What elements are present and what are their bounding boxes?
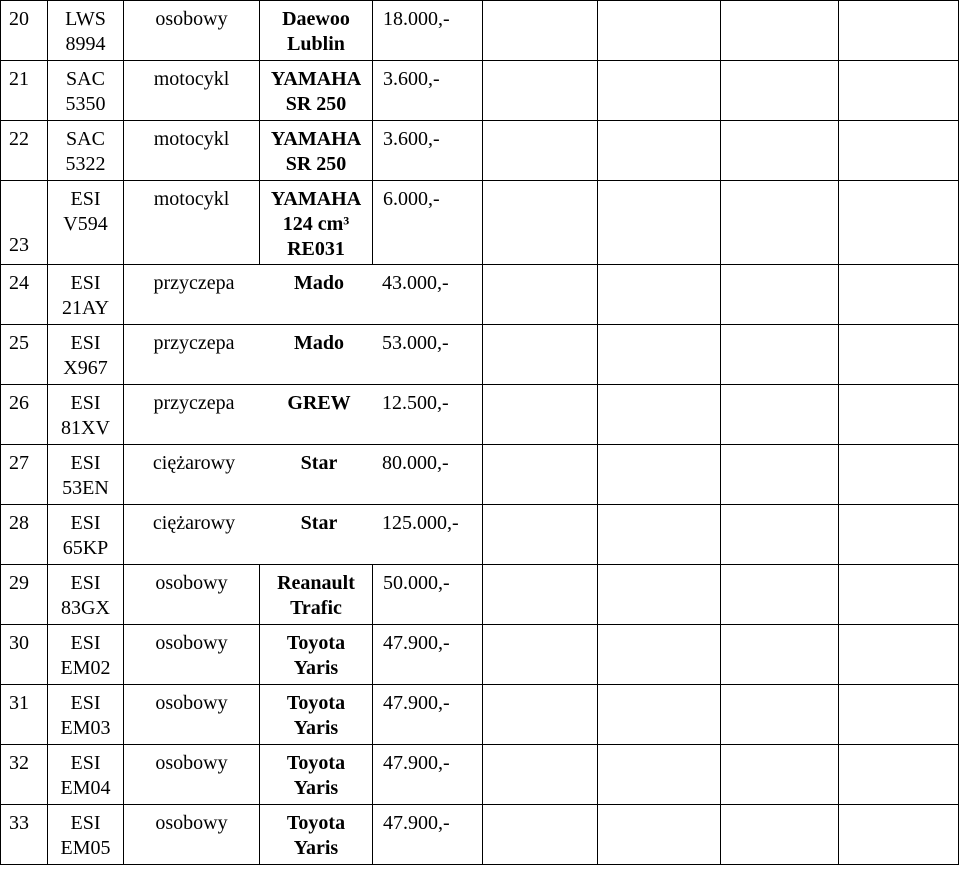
vehicle-make (260, 565, 373, 625)
registration-number: EM05 (60, 837, 111, 859)
vehicle-make (260, 121, 373, 181)
registration-prefix: ESI (70, 632, 101, 654)
make-line-2: Yaris (293, 717, 339, 739)
vehicle-make (260, 745, 373, 805)
vehicle-type: przyczepa (153, 332, 235, 354)
vehicle-price: 47.900,- (373, 805, 483, 865)
vehicle-type: osobowy (124, 685, 260, 745)
registration-cell (48, 745, 124, 805)
vehicle-make: Star (300, 512, 338, 534)
registration-prefix: ESI (70, 752, 101, 774)
empty-cell (598, 1, 721, 61)
make-line-1: YAMAHA (270, 68, 362, 90)
registration-prefix: ESI (70, 272, 101, 294)
row-number: 26 (1, 385, 48, 445)
vehicle-make (260, 61, 373, 121)
empty-cell (483, 445, 598, 505)
row-number: 20 (1, 1, 48, 61)
empty-cell (598, 505, 721, 565)
vehicle-type: przyczepa (153, 272, 235, 294)
row-number: 33 (1, 805, 48, 865)
registration-prefix: ESI (70, 812, 101, 834)
registration-cell (48, 61, 124, 121)
vehicle-price: 47.900,- (373, 685, 483, 745)
empty-cell (598, 385, 721, 445)
empty-cell (839, 1, 959, 61)
registration-prefix: ESI (70, 572, 101, 594)
empty-cell (721, 181, 839, 265)
vehicle-make: Star (300, 452, 338, 474)
make-line-2: Yaris (293, 657, 339, 679)
empty-cell (598, 325, 721, 385)
registration-prefix: SAC (66, 68, 105, 90)
row-number: 29 (1, 565, 48, 625)
empty-cell (721, 625, 839, 685)
registration-number: 81XV (61, 417, 110, 439)
registration-number: 65KP (62, 537, 109, 559)
empty-cell (839, 745, 959, 805)
table-row (1, 685, 959, 745)
vehicle-make: Mado (294, 332, 344, 354)
make-line-3: RE031 (287, 238, 345, 260)
registration-number: V594 (63, 213, 108, 235)
vehicle-price: 3.600,- (373, 121, 483, 181)
vehicle-price: 12.500,- (382, 392, 449, 414)
vehicle-price: 47.900,- (373, 625, 483, 685)
vehicle-type: osobowy (124, 625, 260, 685)
empty-cell (483, 805, 598, 865)
make-line-2: SR 250 (285, 153, 347, 175)
row-number: 21 (1, 61, 48, 121)
empty-cell (483, 181, 598, 265)
vehicle-type: osobowy (124, 805, 260, 865)
table-row (1, 625, 959, 685)
registration-cell (48, 181, 124, 265)
registration-prefix: LWS (65, 8, 106, 30)
table-row (1, 325, 959, 385)
registration-prefix: ESI (70, 332, 101, 354)
empty-cell (598, 685, 721, 745)
vehicle-price: 47.900,- (373, 745, 483, 805)
table-row (1, 121, 959, 181)
empty-cell (721, 265, 839, 325)
vehicle-price: 80.000,- (382, 452, 449, 474)
registration-number: 5322 (65, 153, 106, 175)
make-line-1: Toyota (286, 632, 346, 654)
registration-number: 8994 (65, 33, 106, 55)
vehicle-type: ciężarowy (152, 452, 236, 474)
vehicle-details-cell (124, 385, 483, 445)
vehicle-type: motocykl (124, 121, 260, 181)
vehicle-price: 3.600,- (373, 61, 483, 121)
empty-cell (721, 685, 839, 745)
registration-cell (48, 625, 124, 685)
empty-cell (721, 805, 839, 865)
empty-cell (721, 445, 839, 505)
table-row (1, 505, 959, 565)
empty-cell (839, 61, 959, 121)
empty-cell (598, 805, 721, 865)
row-number: 30 (1, 625, 48, 685)
registration-cell (48, 445, 124, 505)
table-body (1, 1, 959, 865)
row-number: 28 (1, 505, 48, 565)
registration-number: 83GX (61, 597, 110, 619)
vehicle-type: osobowy (124, 565, 260, 625)
registration-prefix: ESI (70, 452, 101, 474)
registration-number: 53EN (62, 477, 109, 499)
row-number: 22 (1, 121, 48, 181)
empty-cell (721, 505, 839, 565)
vehicle-price: 125.000,- (382, 512, 459, 534)
vehicle-type: ciężarowy (152, 512, 236, 534)
registration-cell (48, 685, 124, 745)
table-row (1, 745, 959, 805)
registration-prefix: ESI (70, 392, 101, 414)
empty-cell (483, 745, 598, 805)
empty-cell (598, 745, 721, 805)
vehicle-make (260, 181, 373, 265)
vehicle-details-cell (124, 505, 483, 565)
make-line-2: Yaris (293, 837, 339, 859)
vehicle-price: 6.000,- (373, 181, 483, 265)
registration-number: EM02 (60, 657, 111, 679)
registration-number: X967 (63, 357, 108, 379)
empty-cell (598, 565, 721, 625)
row-number: 32 (1, 745, 48, 805)
registration-cell (48, 385, 124, 445)
empty-cell (483, 325, 598, 385)
registration-prefix: SAC (66, 128, 105, 150)
vehicle-details-cell (124, 445, 483, 505)
registration-number: 5350 (65, 93, 106, 115)
vehicle-details-cell (124, 325, 483, 385)
registration-number: EM04 (60, 777, 111, 799)
registration-cell (48, 505, 124, 565)
empty-cell (598, 625, 721, 685)
vehicle-type: przyczepa (153, 392, 235, 414)
empty-cell (598, 445, 721, 505)
empty-cell (839, 505, 959, 565)
vehicle-type: osobowy (124, 1, 260, 61)
row-number: 27 (1, 445, 48, 505)
registration-cell (48, 805, 124, 865)
vehicle-details-cell (124, 265, 483, 325)
vehicle-price: 18.000,- (373, 1, 483, 61)
vehicle-make (260, 625, 373, 685)
row-number: 23 (1, 181, 48, 265)
vehicle-make: Mado (294, 272, 344, 294)
vehicle-make: GREW (287, 392, 351, 414)
make-line-1: YAMAHA (270, 128, 362, 150)
vehicle-type: motocykl (124, 61, 260, 121)
table-row (1, 181, 959, 265)
empty-cell (721, 325, 839, 385)
empty-cell (598, 121, 721, 181)
empty-cell (598, 181, 721, 265)
vehicle-make (260, 805, 373, 865)
registration-number: 21AY (61, 297, 110, 319)
make-line-2: SR 250 (285, 93, 347, 115)
table-row (1, 265, 959, 325)
empty-cell (483, 1, 598, 61)
empty-cell (483, 265, 598, 325)
registration-number: EM03 (60, 717, 111, 739)
registration-cell (48, 325, 124, 385)
registration-prefix: ESI (70, 188, 101, 210)
vehicle-price: 50.000,- (373, 565, 483, 625)
empty-cell (483, 625, 598, 685)
empty-cell (721, 565, 839, 625)
make-line-1: Toyota (286, 692, 346, 714)
empty-cell (721, 121, 839, 181)
vehicle-type: motocykl (124, 181, 260, 265)
table-row (1, 445, 959, 505)
make-line-1: YAMAHA (270, 188, 362, 210)
table-row (1, 61, 959, 121)
vehicle-price: 53.000,- (382, 332, 449, 354)
empty-cell (839, 121, 959, 181)
make-line-1: Toyota (286, 752, 346, 774)
registration-cell (48, 265, 124, 325)
empty-cell (721, 745, 839, 805)
empty-cell (483, 385, 598, 445)
empty-cell (839, 445, 959, 505)
make-line-2: Lublin (287, 33, 345, 55)
empty-cell (483, 121, 598, 181)
empty-cell (483, 685, 598, 745)
row-number: 24 (1, 265, 48, 325)
table-row (1, 565, 959, 625)
empty-cell (721, 61, 839, 121)
make-line-2: 124 cm³ (282, 213, 350, 235)
registration-cell (48, 1, 124, 61)
make-line-1: Reanault (277, 572, 355, 594)
empty-cell (839, 625, 959, 685)
vehicle-price: 43.000,- (382, 272, 449, 294)
make-line-1: Daewoo (282, 8, 350, 30)
make-line-2: Trafic (290, 597, 342, 619)
table-row (1, 385, 959, 445)
registration-prefix: ESI (70, 512, 101, 534)
row-number: 25 (1, 325, 48, 385)
empty-cell (721, 1, 839, 61)
empty-cell (839, 181, 959, 265)
empty-cell (483, 505, 598, 565)
empty-cell (721, 385, 839, 445)
row-number: 31 (1, 685, 48, 745)
vehicle-type: osobowy (124, 745, 260, 805)
make-line-1: Toyota (286, 812, 346, 834)
vehicle-make (260, 1, 373, 61)
table-row (1, 805, 959, 865)
empty-cell (839, 265, 959, 325)
empty-cell (839, 685, 959, 745)
empty-cell (483, 61, 598, 121)
empty-cell (598, 61, 721, 121)
make-line-2: Yaris (293, 777, 339, 799)
registration-cell (48, 121, 124, 181)
vehicle-make (260, 685, 373, 745)
table-row (1, 1, 959, 61)
empty-cell (839, 565, 959, 625)
registration-cell (48, 565, 124, 625)
empty-cell (483, 565, 598, 625)
registration-prefix: ESI (70, 692, 101, 714)
empty-cell (598, 265, 721, 325)
empty-cell (839, 385, 959, 445)
empty-cell (839, 325, 959, 385)
empty-cell (839, 805, 959, 865)
